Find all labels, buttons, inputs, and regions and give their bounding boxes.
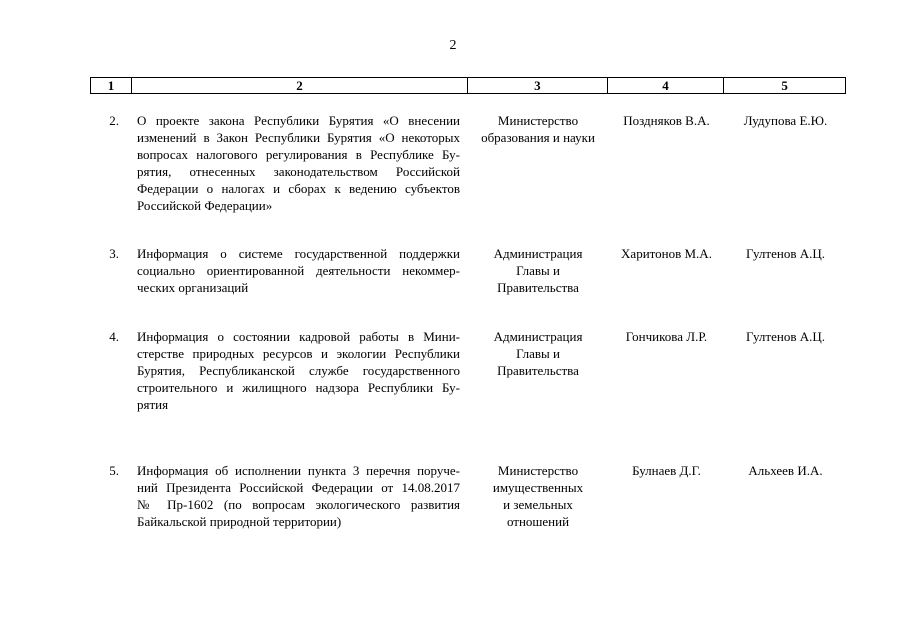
description-line: Бурятия, Республиканской службе государственного <box>137 363 460 378</box>
row-executor <box>468 328 608 413</box>
row-responsible: Булнаев Д.Г. <box>632 463 701 478</box>
header-col-5: 5 <box>781 78 788 93</box>
page-number: 2 <box>449 38 457 53</box>
description-line: Байкальской природной территории) <box>137 514 342 529</box>
executor-line: имущественных <box>492 480 584 495</box>
row-supervisor: Гултенов А.Ц. <box>745 329 825 344</box>
description-line: ний Президента Российской Федерации от 14.08.2017 <box>137 480 460 495</box>
executor-line: отношений <box>506 514 570 529</box>
description-line: ческих организаций <box>137 280 249 295</box>
table-row <box>90 462 846 530</box>
description-line: Информация о системе государственной поддержки <box>137 246 460 261</box>
description-line: изменений в Закон Республики Бурятия «О некоторых <box>137 130 460 145</box>
row-executor <box>468 462 608 530</box>
executor-line: Правительства <box>497 363 579 378</box>
executor-line: Министерство <box>497 463 579 478</box>
description-line: вопросах налогового регулирования в Республике Бу- <box>137 147 460 162</box>
row-description <box>131 462 468 530</box>
description-line: № Пр-1602 (по вопросам экологического развития <box>137 497 460 512</box>
description-line: строительного и жилищного надзора Республики Бу- <box>137 380 460 395</box>
row-executor <box>468 245 608 296</box>
description-line: рятия <box>137 397 169 412</box>
description-line: Федерации о налогах и сборах к ведению субъектов <box>137 181 460 196</box>
executor-line: Главы и <box>516 346 560 361</box>
executor-line: Правительства <box>497 280 579 295</box>
row-number: 4. <box>109 329 119 344</box>
description-line: Информация об исполнении пункта 3 перечня поруче- <box>137 463 460 478</box>
header-col-1: 1 <box>91 78 132 93</box>
description-line: О проекте закона Республики Бурятия «О внесении <box>137 113 460 128</box>
description-line: Информация о состоянии кадровой работы в Мини- <box>137 329 460 344</box>
row-responsible: Поздняков В.А. <box>623 113 710 128</box>
executor-line: Главы и <box>516 263 560 278</box>
row-number: 5. <box>109 463 119 478</box>
description-line: рятия, отнесенных законодательством Российской <box>137 164 460 179</box>
row-description <box>131 328 468 413</box>
description-line: социально ориентированной деятельности некоммер- <box>137 263 460 278</box>
row-number: 2. <box>109 113 119 128</box>
description-line: стерстве природных ресурсов и экологии Республики <box>137 346 460 361</box>
row-number: 3. <box>109 246 119 261</box>
row-description <box>131 245 468 296</box>
row-executor <box>468 112 608 214</box>
header-col-4: 4 <box>608 78 725 93</box>
executor-line: Министерство <box>497 113 579 128</box>
row-responsible: Гончикова Л.Р. <box>625 329 708 344</box>
executor-line: Администрация <box>493 246 583 261</box>
executor-line: и земельных <box>503 497 573 512</box>
row-supervisor: Альхеев И.А. <box>748 463 823 478</box>
row-supervisor: Гултенов А.Ц. <box>745 246 825 261</box>
row-responsible: Харитонов М.А. <box>621 246 712 261</box>
description-line: Российской Федерации» <box>137 198 273 213</box>
table-row <box>90 245 846 296</box>
table-row <box>90 328 846 413</box>
header-col-3: 3 <box>468 78 608 93</box>
row-description <box>131 112 468 214</box>
executor-line: образования и науки <box>481 130 595 145</box>
table-header <box>90 77 846 94</box>
table-row <box>90 112 846 214</box>
header-col-2: 2 <box>132 78 468 93</box>
row-supervisor: Лудупова Е.Ю. <box>743 113 828 128</box>
executor-line: Администрация <box>493 329 583 344</box>
